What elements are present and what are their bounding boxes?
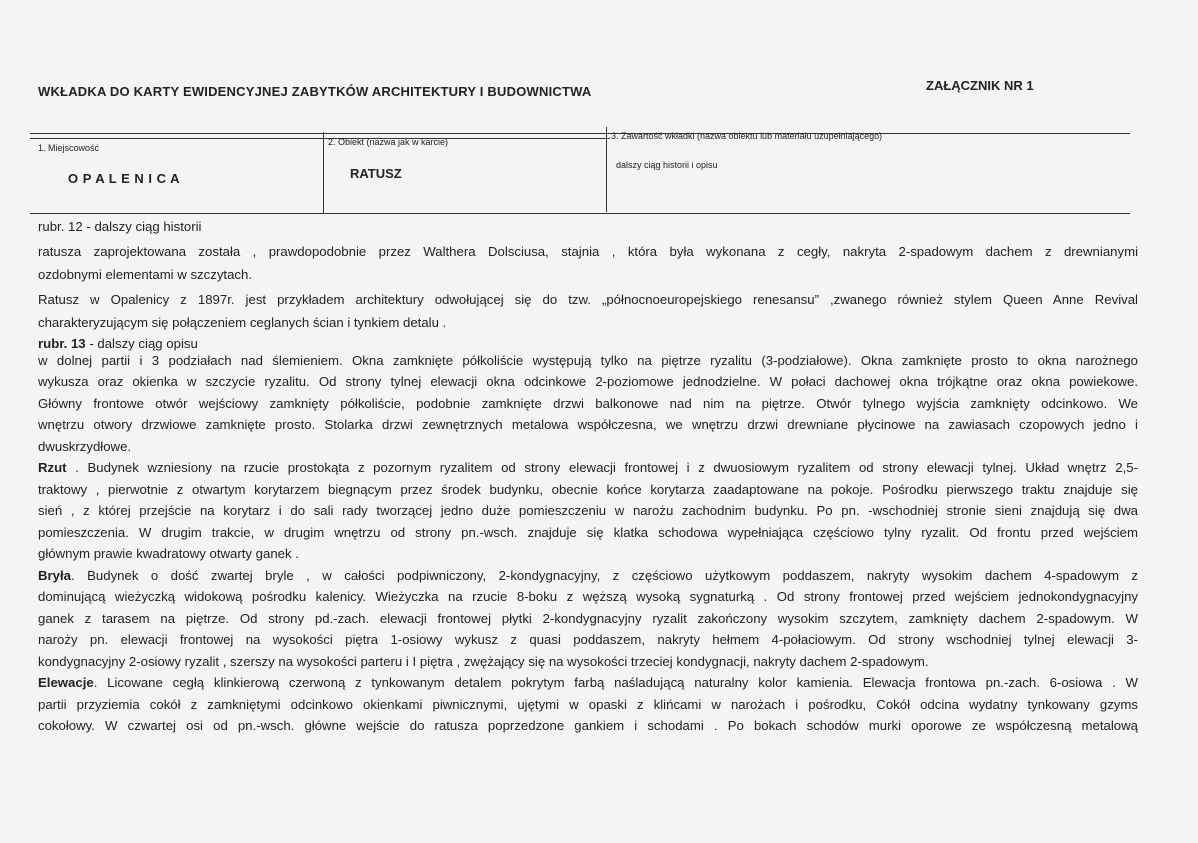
form-top-rule-right [30, 133, 1130, 134]
text-line: cokołowy. W czwartej osi od pn.-wsch. główne wejście do ratusza poprzedzone gankiem i schodami . Po bokach schodów murki oporowe ze współczesną metalową [38, 718, 1138, 733]
form-divider-2 [606, 127, 607, 212]
locality-value: O P A L E N I C A [68, 171, 181, 186]
text-line: ozdobnymi elementami w szczytach. [38, 267, 253, 282]
history-paragraph [38, 242, 1138, 333]
rubr12-heading: rubr. 12 - dalszy ciąg historii [38, 219, 202, 234]
locality-label: 1. Miejscowość [38, 143, 100, 153]
rzut-label: Rzut [38, 460, 67, 475]
object-label: 2. Obiekt (nazwa jak w karcie) [328, 137, 449, 147]
text-line: sień , z której przejście na korytarz i do sali rady tworzącej jedno duże pomieszczeniu w narożu zachodnim budynku. Po pn. -wschodniej stronie sieni znajdują się dwa [38, 503, 1138, 518]
rubr13-rest: - dalszy ciąg opisu [85, 335, 198, 351]
elewacje-first-line: . Licowane cegłą klinkierową czerwoną z tynkowanym detalem pokrytym farbą naśladującą naturalny kolor kamienia. Elewacja frontowa pn.-zach. 6-osiowa . W [93, 675, 1138, 690]
text-line: charakteryzującym się połączeniem ceglanych ścian i tynkiem detalu . [38, 315, 447, 330]
rubr13-heading [38, 337, 1138, 351]
elewacje-paragraph [38, 673, 1138, 736]
windows-paragraph [38, 351, 1138, 457]
text-line [38, 566, 1138, 586]
text-line: Ratusz w Opalenicy z 1897r. jest przykładem architektury odwołującej się do tzw. „północnoeuropejskiego renesansu” ,zwanego również stylem Queen Anne Revival [38, 291, 1138, 307]
rubr13-label: rubr. 13 [38, 335, 86, 351]
text-line: Główny frontowe otwór wejściowy zamknięty półkoliście, podobnie zamknięte drzwi balkonowe nad nim na piętrze. Otwór tylnego wyjścia zamknięty odcinkowo. We [38, 395, 1138, 411]
form-divider-1 [323, 132, 324, 214]
rzut-paragraph [38, 458, 1138, 564]
bryla-label: Bryła [38, 567, 71, 583]
text-line: ratusza zaprojektowana została , prawdopodobnie przez Walthera Dolsciusa, stajnia , która była wykonana z cegły, nakryta 2-spadowym dachem z drewnianymi [38, 243, 1138, 259]
text-line: naroży pn. elewacji frontowej na wysokości piętra 1-osiowy wykusz z quasi poddaszem, nakryty hełmem 4-połaciowym. Od strony wschodniej tylnej elewacji 3- [38, 632, 1138, 647]
object-value: RATUSZ [350, 166, 402, 181]
bryla-paragraph [38, 566, 1138, 672]
contents-label: 3. Zawartość wkładki (nazwa obiektu lub materiału uzupełniającego) [611, 131, 883, 141]
form-title: WKŁADKA DO KARTY EWIDENCYJNEJ ZABYTKÓW ARCHITEKTURY I BUDOWNICTWA [38, 84, 592, 99]
text-line: dominującą wieżyczką widokową pośrodku kalenicy. Wieżyczka na rzucie 8-boku z węższą wysoką sygnaturką . Od strony frontowej przed wejściem jednokondygnacyjny [38, 589, 1138, 604]
text-line [38, 673, 1138, 693]
rzut-first-line: . Budynek wzniesiony na rzucie prostokąta z pozornym ryzalitem od strony elewacji frontowej i z dwuosiowym ryzalitem od strony elewacji tylnej. Układ wnętrz 2,5- [66, 460, 1138, 475]
text-line: kondygnacyjny 2-osiowy ryzalit , szerszy na wysokości parteru i I piętra , zwężający się na wysokości trzeciej kondygnacji, nakryty dachem 2-spadowym. [38, 653, 929, 669]
text-line: wnętrzu otwory drzwiowe zamknięte prosto. Stolarka drzwi zewnętrznych metalowa współczesna, we wnętrzu drzwi drewniane płycinowe na zawiasach czopowych jedno i [38, 417, 1138, 432]
text-line: partii przyziemia cokół z zamkniętymi odcinkowo okienkami piwnicznymi, ujętymi w opaski z klińcami w narożach i pośrodku, Cokół odcina wydatny tynkowany gzyms [38, 696, 1138, 712]
annex-number: ZAŁĄCZNIK NR 1 [926, 78, 1034, 93]
text-line: w dolnej partii i 3 podziałach nad ślemieniem. Okna zamknięte półkoliście występują tylko na piętrze ryzalitu (3-podziałowe). Okna zamknięte prosto to okna narożnego [38, 352, 1138, 368]
text-line [38, 458, 1138, 478]
text-line: pomieszczenia. W drugim trakcie, w drugim wnętrzu od strony pn.-wsch. znajduje się klatka schodowa wypełniająca częściowo tylny ryzalit. Od frontu przed wejściem [38, 524, 1138, 540]
text-line: głównym prawie kwadratowy otwarty ganek . [38, 546, 299, 561]
contents-value: dalszy ciąg historii i opisu [616, 160, 718, 170]
form-top-rule-left [30, 138, 610, 139]
elewacje-label: Elewacje [38, 675, 94, 690]
document-body [38, 217, 1138, 736]
text-line: wykusza oraz okienka w szczycie ryzalitu. Od strony tylnej elewacji okna odcinkowe 2-poziomowe jednodzielne. W połaci dachowej okna trójkątne oraz okna powiekowe. [38, 374, 1138, 389]
text-line: dwuskrzydłowe. [38, 438, 132, 454]
form-bottom-rule [30, 213, 1130, 214]
text-line: traktowy , pierwotnie z otwartym korytarzem biegnącym przez środek budynku, obecnie końce korytarza zaadaptowane na pokoje. Pośrodku pierwszego traktu znajduje się [38, 481, 1138, 497]
bryla-first-line: . Budynek o dość zwartej bryle , w całości podpiwniczony, 2-kondygnacyjny, z częściowo użytkowym poddaszem, nakryty wysokim dachem 4-spadowym z [71, 567, 1138, 583]
text-line: ganek z tarasem na piętrze. Od strony pd.-zach. elewacji frontowej płytki 2-kondygnacyjny ryzalit zakończony wysokim szczytem, zamknięty dachem 2-spadowym. W [38, 610, 1138, 626]
